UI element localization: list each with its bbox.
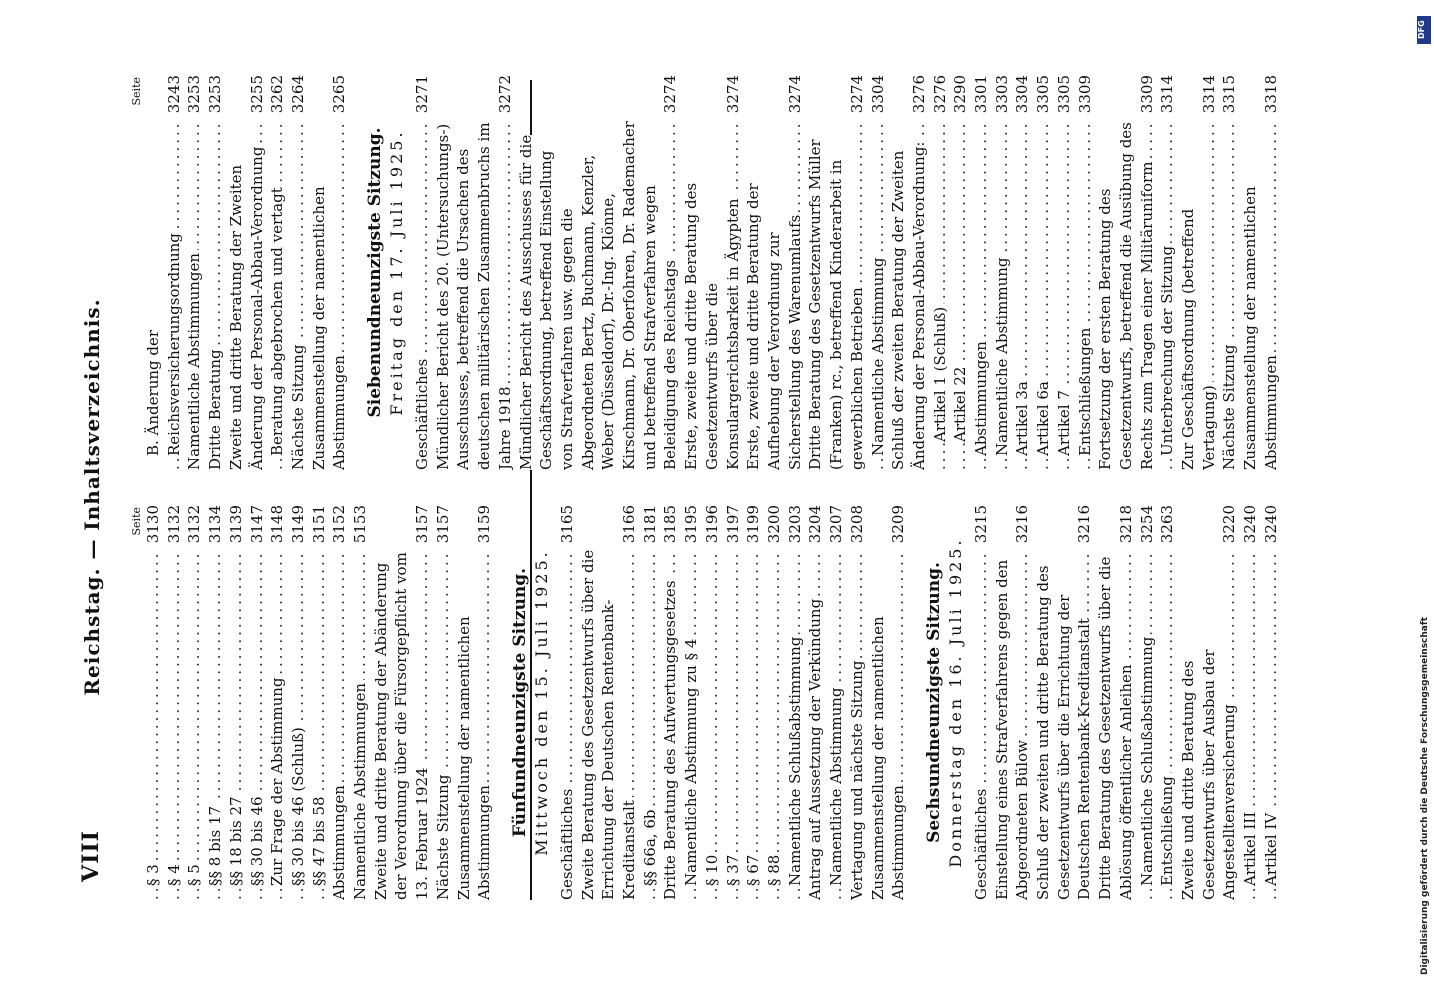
toc-block (412, 75, 1282, 470)
toc-entry (516, 75, 682, 470)
toc-entry-page: 3254 (1137, 505, 1156, 544)
toc-entry-page: 3290 (951, 75, 970, 114)
toc-entry (805, 75, 867, 470)
toc-entry (785, 505, 806, 900)
toc-entry (1178, 505, 1240, 900)
toc-entry (371, 505, 433, 900)
toc-entry (992, 505, 1033, 900)
toc-entry-label: Erste, zweite und dritte Beratung der Aufhebung der Verordnung zur Sicherstellung des Warenumlaufs (744, 183, 804, 470)
toc-block (557, 505, 909, 900)
toc-entry-label: Zusammenstellung der namentlichen Abstimmungen (309, 186, 349, 470)
toc-entry-page: 3207 (827, 505, 846, 544)
toc-entry-label: Zusammenstellung der namentlichen Abstimmungen (868, 616, 908, 900)
toc-entry-label: Zweite und dritte Beratung der Zweiten Änderung der Personal-Abbau-Verordnung (227, 144, 266, 470)
toc-entry (971, 505, 992, 900)
toc-entry (226, 75, 267, 470)
toc-entry-page: 3132 (185, 505, 204, 544)
toc-entry (1095, 75, 1157, 470)
toc-entry-page: 3305 (1054, 75, 1073, 114)
toc-entry-label: § 37 (724, 852, 742, 886)
toc-entry-page: 3253 (206, 75, 225, 114)
toc-entry (868, 75, 889, 470)
toc-entry-page: 3240 (1261, 505, 1280, 544)
toc-entry-page: 3264 (288, 75, 307, 114)
toc-entry-label: Artikel IV (1262, 810, 1280, 886)
toc-entry-label: Abstimmungen (330, 782, 348, 900)
session-date: Donnerstag den 16. Juli 1925. (945, 537, 965, 868)
toc-entry (826, 505, 847, 900)
toc-entry-page: 3218 (1116, 505, 1135, 544)
toc-entry-page: 3271 (413, 75, 432, 114)
toc-entry-label: B. Änderung der Reichsversicherungsordnung (144, 230, 183, 456)
toc-entry (1075, 75, 1096, 470)
toc-entry-page: 3276 (909, 75, 928, 114)
toc-entry (184, 75, 205, 470)
toc-block (143, 505, 495, 900)
toc-entry-page: 3203 (785, 505, 804, 544)
toc-entry-label: Namentliche Abstimmung zu § 4 (682, 636, 700, 886)
toc-entry-page: 3263 (1158, 505, 1177, 544)
toc-entry-page: 3215 (971, 505, 990, 544)
toc-entry (309, 75, 350, 470)
toc-entry-label: Namentliche Schlußabstimmung (1138, 634, 1156, 886)
toc-entry (1012, 75, 1033, 470)
toc-entry (267, 505, 288, 900)
toc-entry-label: Geschäftliches (413, 356, 431, 470)
toc-entry-page: 3274 (661, 75, 680, 114)
toc-entry-label: Namentliche Abstimmungen (185, 250, 203, 470)
toc-entry-label: § 4 (165, 861, 183, 886)
toc-entry-page: 5153 (351, 505, 370, 544)
toc-entry (743, 75, 805, 470)
toc-entry (164, 505, 185, 900)
toc-entry (888, 75, 929, 470)
toc-entry (143, 75, 184, 470)
toc-entry-label: § 10 (703, 852, 721, 886)
toc-entry-page: 3132 (164, 505, 183, 544)
toc-entry-page: 3152 (330, 505, 349, 544)
dfg-logo: DFG (1417, 16, 1431, 44)
session-date: Mittwoch den 15. Juli 1925. (531, 549, 551, 856)
toc-entry-label: § 88 (765, 852, 783, 886)
toc-entry-label: Nächste Sitzung (289, 342, 307, 470)
toc-entry (350, 505, 371, 900)
page-title: Reichstag. — Inhaltsverzeichnis. (80, 298, 104, 696)
toc-entry-page: 3276 (930, 75, 949, 114)
toc-entry (1261, 505, 1282, 900)
toc-entry-page: 3166 (620, 505, 639, 544)
toc-entry-page: 3148 (268, 505, 287, 544)
toc-entry (309, 505, 330, 900)
toc-entry-label: Namentliche Abstimmungen (351, 680, 369, 900)
toc-entry (1054, 75, 1075, 470)
toc-entry (433, 505, 454, 900)
toc-entry-page: 3130 (144, 505, 162, 544)
toc-entry-label: Namentliche Abstimmung (869, 255, 887, 457)
toc-entry-page: 3272 (495, 75, 514, 114)
toc-entry (640, 505, 661, 900)
toc-entry-page: 3139 (226, 505, 245, 544)
toc-entry (412, 75, 433, 470)
toc-entry-label: Dritte Beratung des Gesetzentwurfs über die Ablösung öffentlicher Anleihen (1096, 556, 1135, 900)
toc-entry-label: Nächste Sitzung (1220, 342, 1238, 470)
session-title: Siebenundneunzigste Sitzung. (365, 127, 386, 418)
toc-entry-label: Entschließung (1158, 773, 1176, 886)
toc-entry-label: Abstimmungen (972, 338, 990, 456)
toc-entry (557, 505, 578, 900)
toc-entry-label: Artikel 6a (1034, 378, 1052, 456)
toc-entry (1240, 75, 1281, 470)
toc-entry-page: 3274 (847, 75, 866, 114)
toc-entry-label: §§ 30 bis 46 (248, 793, 266, 886)
toc-entry (1240, 505, 1261, 900)
toc-entry-label: Unterbrechung der Sitzung (1158, 243, 1176, 456)
toc-entry-label: Entschließungen (1076, 325, 1094, 456)
toc-entry-page: 3262 (268, 75, 287, 114)
toc-entry-page: 3318 (1261, 75, 1280, 114)
toc-entry-page: 3199 (744, 505, 763, 544)
toc-entry-page: 3216 (1013, 505, 1032, 544)
toc-block (971, 505, 1282, 900)
toc-entry-label: Einstellung eines Strafverfahrens gegen den Abgeordneten Bülow (992, 559, 1032, 900)
toc-entry-page: 3255 (247, 75, 266, 114)
toc-entry-label: Dritte Beratung des Aufwertungsgesetzes (661, 577, 679, 900)
toc-entry-label: Nächste Sitzung (434, 772, 452, 900)
toc-entry-page: 3196 (702, 505, 721, 544)
toc-entry-label: Dritte Beratung (206, 346, 224, 470)
toc-entry-page: 3274 (723, 75, 742, 114)
toc-entry-page: 3274 (785, 75, 804, 114)
toc-entry-label: Schluß der zweiten und dritte Beratung des Gesetzentwurfs über die Errichtung der Deutschen Rentenbank-Kreditanstalt (1034, 565, 1094, 900)
toc-entry-label: § 67 (744, 852, 762, 886)
toc-entry-page: 3315 (1220, 75, 1239, 114)
toc-entry-label: Artikel III (1241, 809, 1259, 886)
toc-entry (764, 505, 785, 900)
toc-entry-page: 3159 (475, 505, 494, 544)
toc-entry-page: 3309 (1137, 75, 1156, 114)
toc-entry-label: Schluß der zweiten Beratung der Zweiten Änderung der Personal-Abbau-Verordnung: (889, 139, 928, 470)
toc-entry-page: 3304 (1013, 75, 1032, 114)
toc-entry-page: 3151 (309, 505, 328, 544)
toc-entry-label: §§ 30 bis 46 (Schluß) (289, 724, 307, 886)
toc-block (143, 75, 350, 470)
toc-entry-label: Zusammenstellung der namentlichen Abstimmungen (454, 616, 494, 900)
toc-entry-label: Erste, zweite und dritte Beratung des Gesetzentwurfs über die Konsulargerichtsbarkeit in Ägypten (682, 182, 742, 470)
toc-entry-label: Dritte Beratung des Gesetzentwurfs Müller (Franken) rc., betreffend Kinderarbeit in gewerblichen Betrieben (806, 139, 866, 470)
toc-entry-label: Zur Geschäftsordnung (betreffend Vertagung) (1179, 208, 1218, 470)
toc-entry (868, 505, 909, 900)
toc-entry-label: §§ 66a, 6b (641, 807, 659, 886)
toc-entry-page: 3301 (972, 75, 991, 114)
toc-entry-label: Artikel 7 (1055, 387, 1073, 456)
page-header (78, 112, 118, 882)
toc-entry (1157, 75, 1178, 470)
toc-entry-label: Zusammenstellung der namentlichen Abstimmungen (1241, 186, 1280, 470)
toc-entry-label: §§ 47 bis 58 (310, 793, 328, 886)
toc-entry-label: Antrag auf Aussetzung der Verkündung (806, 596, 824, 900)
toc-entry (930, 75, 951, 470)
toc-entry-label: Namentliche Schlußabstimmung (786, 634, 804, 886)
toc-entry-page: 3220 (1220, 505, 1239, 544)
toc-entry-page: 3204 (806, 505, 825, 544)
toc-entry (743, 505, 764, 900)
toc-entry (992, 75, 1013, 470)
toc-entry (723, 505, 744, 900)
toc-entry-label: Zweite und dritte Beratung des Gesetzentwurfs über Ausbau der Angestelltenversicherung (1178, 649, 1239, 900)
toc-entry-page: 3314 (1158, 75, 1177, 114)
session-title: Sechsundneunzigste Sitzung. (923, 562, 944, 843)
toc-entry-label: Vertagung und nächste Sitzung (848, 658, 866, 900)
toc-entry-label: §§ 18 bis 27 (227, 793, 245, 886)
toc-entry (184, 505, 205, 900)
session-date: Freitag den 17. Juli 1925. (387, 129, 407, 416)
toc-entry (1178, 75, 1219, 470)
toc-entry-page: 3134 (206, 505, 225, 544)
seite-label: Seite (130, 507, 143, 536)
toc-entry (205, 505, 226, 900)
toc-entry-label: Mündlicher Bericht des Ausschusses für die Geschäftsordnung, betreffend Einstellung von Strafverfahren usw. gegen die Abgeordneten Bertz, Buchmann, Kenzler, Weber (Düsseldorf), Dr.-Ing. Klönne, Kirschmann, Dr. Oberfohren, Dr. Rademacher und betreffend Strafverfahren wegen Beleidigung des Reichstags (516, 121, 680, 470)
toc-entry-label: Fortsetzung der ersten Beratung des Gesetzentwurfs, betreffend die Ausübung des Rechts zum Tragen einer Militäruniform (1096, 122, 1156, 470)
toc-entry-page: 3309 (1075, 75, 1094, 114)
toc-entry-label: §§ 8 bis 17 (206, 803, 224, 886)
toc-entry-label: Artikel 22 (951, 364, 969, 442)
toc-entry (702, 505, 723, 900)
toc-entry (1219, 75, 1240, 470)
toc-entry-page: 3265 (330, 75, 349, 114)
digitization-credit (1415, 10, 1433, 990)
toc-entry (288, 505, 309, 900)
toc-entry-page: 3157 (433, 505, 452, 544)
toc-entry-label: Artikel 1 (Schluß) (931, 304, 949, 442)
toc-entry-page: 3216 (1075, 505, 1094, 544)
toc-entry-label: Namentliche Abstimmung (993, 255, 1011, 457)
toc-entry (288, 75, 309, 470)
toc-entry (1033, 505, 1095, 900)
seite-label: Seite (130, 77, 143, 106)
toc-entry-label: Zweite und dritte Beratung der Abänderung der Verordnung über die Fürsorgepflicht vom 13. Februar 1924 (371, 552, 432, 900)
toc-entry-label: Geschäftliches (972, 786, 990, 900)
toc-entry-page: 3200 (764, 505, 783, 544)
toc-entry (681, 75, 743, 470)
toc-entry-page: 3314 (1199, 75, 1218, 114)
toc-entry-page: 3243 (164, 75, 183, 114)
toc-entry-label: Mündlicher Bericht des 20. (Untersuchungs-) Ausschusses, betreffend die Ursachen des deutschen militärischen Zusammenbruchs im Jahre 1918 (433, 122, 514, 470)
session-title: Fünfundneunzigste Sitzung. (509, 567, 530, 838)
toc-entry-page: 3149 (288, 505, 307, 544)
toc-entry (1157, 505, 1178, 900)
toc-entry-label: Zweite Beratung des Gesetzentwurfs über die Errichtung der Deutschen Rentenbank-Kreditanstalt (578, 549, 639, 900)
toc-entry-page: 3185 (661, 505, 680, 544)
toc-entry-page: 3253 (185, 75, 204, 114)
toc-entry-label: § 5 (185, 861, 203, 886)
toc-entry (1033, 75, 1054, 470)
toc-column-left (130, 505, 1281, 900)
toc-entry (971, 75, 992, 470)
toc-entry (681, 505, 702, 900)
toc-entry-page: 3303 (992, 75, 1011, 114)
toc-entry-label: Artikel 3a (1013, 378, 1031, 456)
toc-entry (805, 505, 826, 900)
toc-column-right (130, 75, 1282, 470)
toc-entry-page: 3147 (247, 505, 266, 544)
toc-entry (847, 505, 868, 900)
toc-entry (267, 75, 288, 470)
toc-entry-page: 3197 (723, 505, 742, 544)
credit-text: Digitalisierung gefördert durch die Deutsche Forschungsgemeinschaft (1420, 616, 1430, 975)
toc-entry-page: 3181 (640, 505, 659, 544)
toc-entry (205, 75, 226, 470)
toc-entry-label: Beratung abgebrochen und vertagt (268, 184, 286, 456)
toc-entry-page: 3165 (557, 505, 576, 544)
toc-entry (433, 75, 516, 470)
toc-entry (578, 505, 640, 900)
toc-entry-page: 3209 (889, 505, 908, 544)
toc-entry-page: 3208 (847, 505, 866, 544)
toc-entry-page: 3304 (868, 75, 887, 114)
toc-entry-page: 3240 (1241, 505, 1260, 544)
toc-entry (1137, 505, 1158, 900)
toc-entry-label: Namentliche Abstimmung (827, 685, 845, 887)
toc-entry (143, 505, 164, 900)
toc-entry-page: 3305 (1034, 75, 1053, 114)
toc-entry (1095, 505, 1136, 900)
toc-entry (950, 75, 971, 470)
toc-entry-page: 3195 (682, 505, 701, 544)
toc-entry-label: Geschäftliches (558, 786, 576, 900)
toc-entry (247, 505, 268, 900)
toc-entry-label: § 3 (144, 861, 162, 886)
toc-entry-label: Zur Frage der Abstimmung (268, 674, 286, 886)
toc-entry-page: 3157 (413, 505, 432, 544)
toc-entry (226, 505, 247, 900)
toc-entry (660, 505, 681, 900)
toc-entry (329, 505, 350, 900)
toc-entry (454, 505, 495, 900)
page-number: VIII (78, 830, 104, 882)
